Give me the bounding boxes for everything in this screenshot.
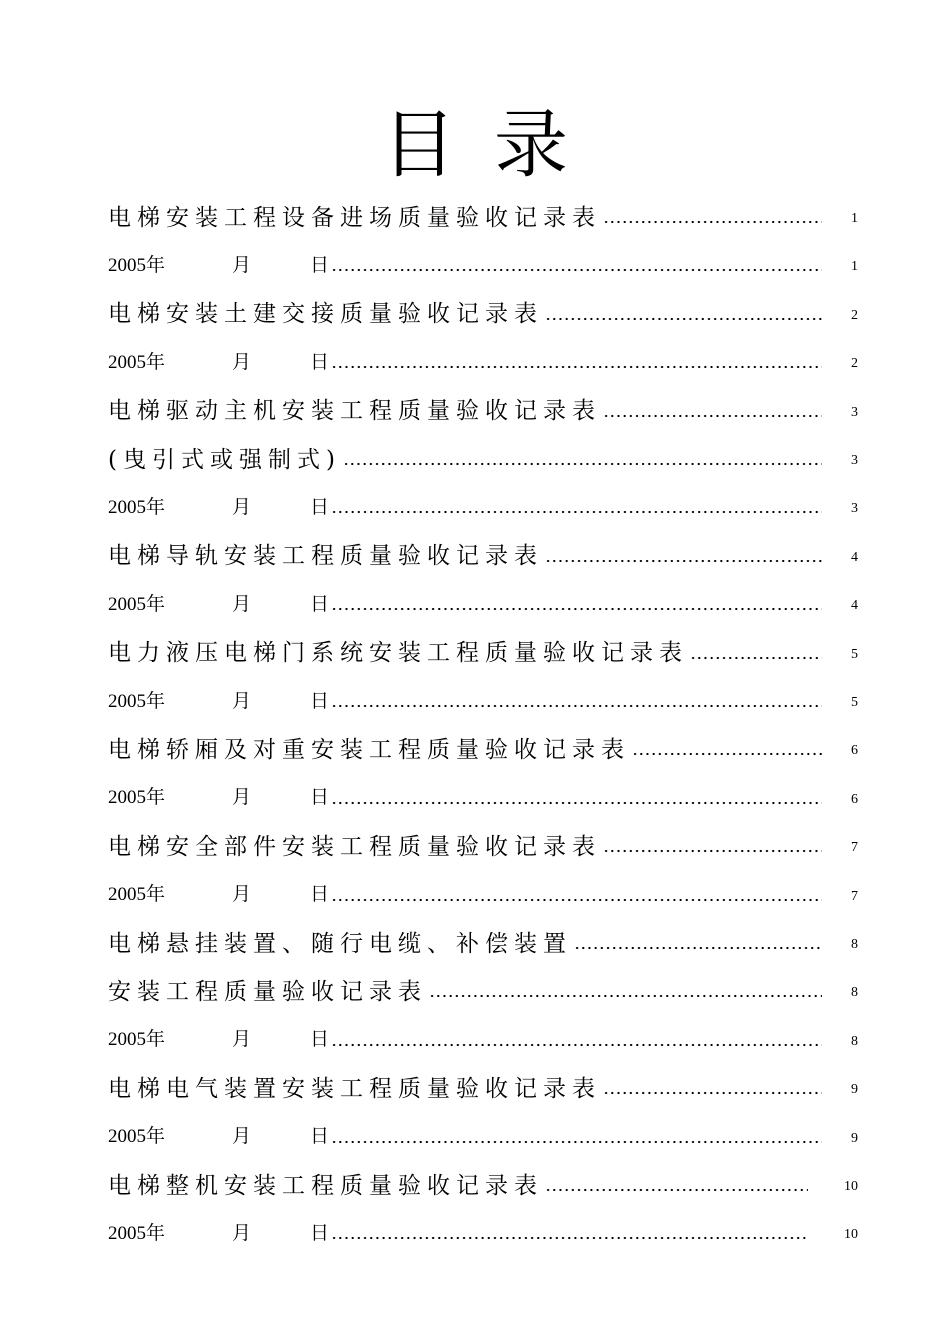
date-year: 2005年 xyxy=(108,1222,166,1244)
dot-leader xyxy=(632,737,822,757)
toc-entry[interactable] xyxy=(108,292,858,332)
dot-leader xyxy=(545,1173,808,1193)
dot-leader xyxy=(331,786,822,806)
dot-leader xyxy=(331,592,822,612)
dot-leader xyxy=(331,253,822,273)
dot-leader xyxy=(331,350,822,370)
toc-date-line[interactable] xyxy=(108,340,858,380)
page-number: 8 xyxy=(851,1033,858,1049)
date-day: 日 xyxy=(310,592,330,615)
toc-entry-title: 电梯整机安装工程质量验收记录表 xyxy=(108,1172,543,1199)
date-year: 2005年 xyxy=(108,496,166,518)
dot-leader xyxy=(603,205,822,225)
toc-entry[interactable] xyxy=(108,1066,858,1106)
dot-leader xyxy=(545,302,822,322)
date-month: 月 xyxy=(232,1125,252,1148)
toc-date-line[interactable] xyxy=(108,776,858,816)
dot-leader xyxy=(331,689,822,709)
toc-date-line[interactable] xyxy=(108,582,858,622)
dot-leader xyxy=(574,931,822,951)
date-year: 2005年 xyxy=(108,593,166,615)
toc-entry-title: 电梯安全部件安装工程质量验收记录表 xyxy=(108,833,601,860)
page-number: 8 xyxy=(851,985,858,1001)
toc-date-line[interactable] xyxy=(108,1211,858,1251)
dot-leader xyxy=(331,1028,822,1048)
date-day: 日 xyxy=(310,883,330,906)
date-year: 2005年 xyxy=(108,1126,166,1148)
date-month: 月 xyxy=(232,495,252,518)
dot-leader xyxy=(603,834,822,854)
toc-entry-title: 电梯驱动主机安装工程质量验收记录表 xyxy=(108,398,601,425)
date-month: 月 xyxy=(232,253,252,276)
date-day: 日 xyxy=(310,495,330,518)
dot-leader xyxy=(331,1221,808,1241)
page-number: 5 xyxy=(851,695,858,710)
page-number: 3 xyxy=(851,453,858,468)
date-month: 月 xyxy=(232,689,252,712)
dot-leader xyxy=(331,883,822,903)
toc-entry-title: 电力液压电梯门系统安装工程质量验收记录表 xyxy=(108,640,688,667)
page-number: 7 xyxy=(851,840,858,856)
date-day: 日 xyxy=(310,786,330,809)
dot-leader xyxy=(545,544,822,564)
toc-entry-title: 安装工程质量验收记录表 xyxy=(108,978,427,1005)
page-number: 10 xyxy=(844,1227,858,1243)
page-number: 6 xyxy=(851,791,858,807)
date-year: 2005年 xyxy=(108,884,166,906)
dot-leader xyxy=(343,447,822,467)
page-number: 9 xyxy=(851,1082,858,1098)
toc-date-line[interactable] xyxy=(108,1115,858,1155)
toc-entry[interactable] xyxy=(108,631,858,671)
page-number: 7 xyxy=(851,888,858,904)
date-month: 月 xyxy=(232,350,252,373)
dot-leader xyxy=(690,641,822,661)
toc-entry-title: 电梯电气装置安装工程质量验收记录表 xyxy=(108,1075,601,1102)
toc-entry[interactable] xyxy=(108,824,858,864)
date-month: 月 xyxy=(232,786,252,809)
date-day: 日 xyxy=(310,1221,330,1244)
dot-leader xyxy=(331,495,822,515)
page-number: 8 xyxy=(851,937,858,952)
toc-entry[interactable] xyxy=(108,534,858,574)
date-day: 日 xyxy=(310,253,330,276)
date-day: 日 xyxy=(310,1125,330,1148)
date-month: 月 xyxy=(232,592,252,615)
toc-entry-title: 电梯导轨安装工程质量验收记录表 xyxy=(108,543,543,570)
date-year: 2005年 xyxy=(108,787,166,809)
page-number: 2 xyxy=(851,356,858,372)
page-number: 10 xyxy=(844,1179,858,1194)
page-number: 6 xyxy=(851,743,858,759)
toc-date-line[interactable] xyxy=(108,873,858,913)
toc-entry[interactable] xyxy=(108,195,858,235)
date-year: 2005年 xyxy=(108,351,166,373)
dot-leader xyxy=(603,1076,822,1096)
toc-date-line[interactable] xyxy=(108,485,858,525)
toc-date-line[interactable] xyxy=(108,243,858,283)
page-number: 1 xyxy=(851,259,858,275)
toc-date-line[interactable] xyxy=(108,1018,858,1058)
date-year: 2005年 xyxy=(108,690,166,712)
page-number: 4 xyxy=(851,549,858,565)
dot-leader xyxy=(429,979,822,999)
toc-entry[interactable] xyxy=(108,437,858,477)
date-month: 月 xyxy=(232,1028,252,1051)
toc-entry[interactable] xyxy=(108,389,858,429)
date-day: 日 xyxy=(310,689,330,712)
toc-entry-title: 电梯轿厢及对重安装工程质量验收记录表 xyxy=(108,736,630,763)
page-number: 3 xyxy=(851,501,858,517)
page-number: 5 xyxy=(851,646,858,662)
page-title: 目录 xyxy=(382,102,606,188)
toc-entry[interactable] xyxy=(108,727,858,767)
page-number: 2 xyxy=(851,307,858,323)
toc-entry-title: (曳引式或强制式) xyxy=(108,446,341,473)
date-day: 日 xyxy=(310,1028,330,1051)
date-month: 月 xyxy=(232,883,252,906)
dot-leader xyxy=(603,399,822,419)
dot-leader xyxy=(331,1125,822,1145)
page-number: 1 xyxy=(851,211,858,226)
page-number: 3 xyxy=(851,404,858,420)
toc-entry[interactable] xyxy=(108,969,858,1009)
date-month: 月 xyxy=(232,1221,252,1244)
toc-entry-title: 电梯安装土建交接质量验收记录表 xyxy=(108,301,543,328)
page-number: 4 xyxy=(851,598,858,614)
toc-date-line[interactable] xyxy=(108,679,858,719)
toc-entry-title: 电梯悬挂装置、随行电缆、补偿装置 xyxy=(108,930,572,957)
toc-entry[interactable] xyxy=(108,1163,858,1203)
page-number: 9 xyxy=(851,1130,858,1146)
date-year: 2005年 xyxy=(108,1029,166,1051)
toc-entry[interactable] xyxy=(108,921,858,961)
toc-entry-title: 电梯安装工程设备进场质量验收记录表 xyxy=(108,204,601,231)
date-day: 日 xyxy=(310,350,330,373)
date-year: 2005年 xyxy=(108,254,166,276)
